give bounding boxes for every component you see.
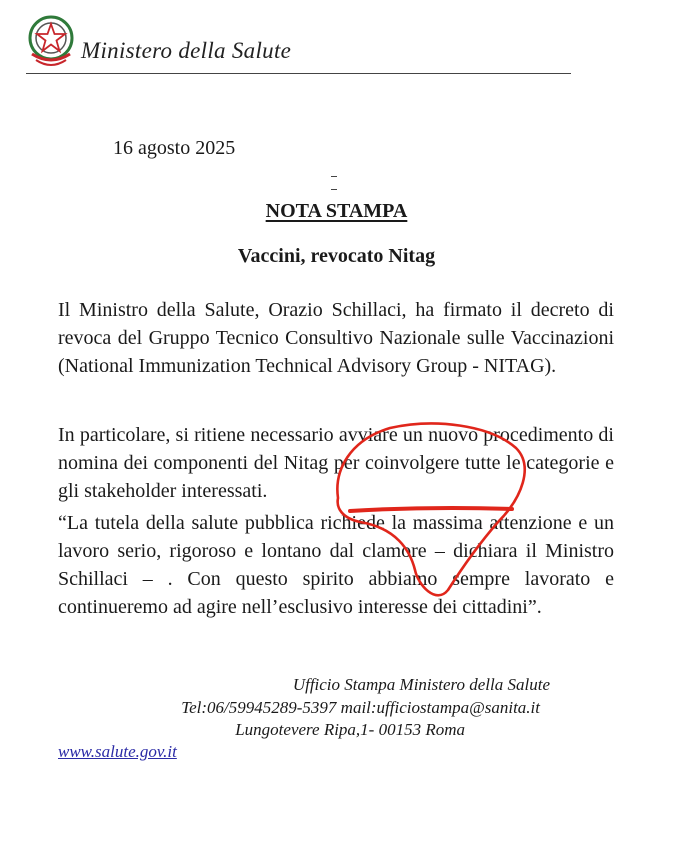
paragraph-new-procedure: In particolare, si ritiene necessario avviare un nuovo procedimento di nomina dei componenti del Nitag per coinvolgere tutte le categorie e gli stakeholder interessati.	[58, 424, 614, 502]
letterhead	[26, 14, 571, 78]
document-date: 16 agosto 2025	[113, 137, 236, 159]
paragraph-quote: “La tutela della salute pubblica richiede la massima attenzione e un lavoro serio, rigoroso e lontano dal clamore – dichiara il Ministro Schillaci – . Con questo spirito abbiamo sempre lavorato e continueremo ad agire nell’esclusivo interesse dei cittadini”.	[58, 512, 614, 618]
italian-republic-emblem-icon	[26, 14, 76, 70]
document-subtitle: Vaccini, revocato Nitag	[237, 245, 436, 267]
ministry-name: Ministero della Salute	[81, 38, 292, 63]
paragraph-decree: Il Ministro della Salute, Orazio Schillaci, ha firmato il decreto di revoca del Gruppo Tecnico Consultivo Nazionale sulle Vaccinazioni (National Immunization Technical Advisory Group - NITAG).	[58, 299, 614, 377]
header-divider	[26, 73, 571, 74]
scan-mark	[331, 189, 337, 190]
press-office-contact: Tel:06/59945289-5397 mail:ufficiostampa@sanita.it	[181, 698, 540, 717]
document-title: NOTA STAMPA	[265, 200, 408, 222]
press-office-address: Lungotevere Ripa,1- 00153 Roma	[235, 720, 465, 739]
ministry-website-link[interactable]: www.salute.gov.it	[58, 742, 177, 761]
press-office-name: Ufficio Stampa Ministero della Salute	[292, 675, 550, 694]
scan-mark	[331, 176, 337, 177]
